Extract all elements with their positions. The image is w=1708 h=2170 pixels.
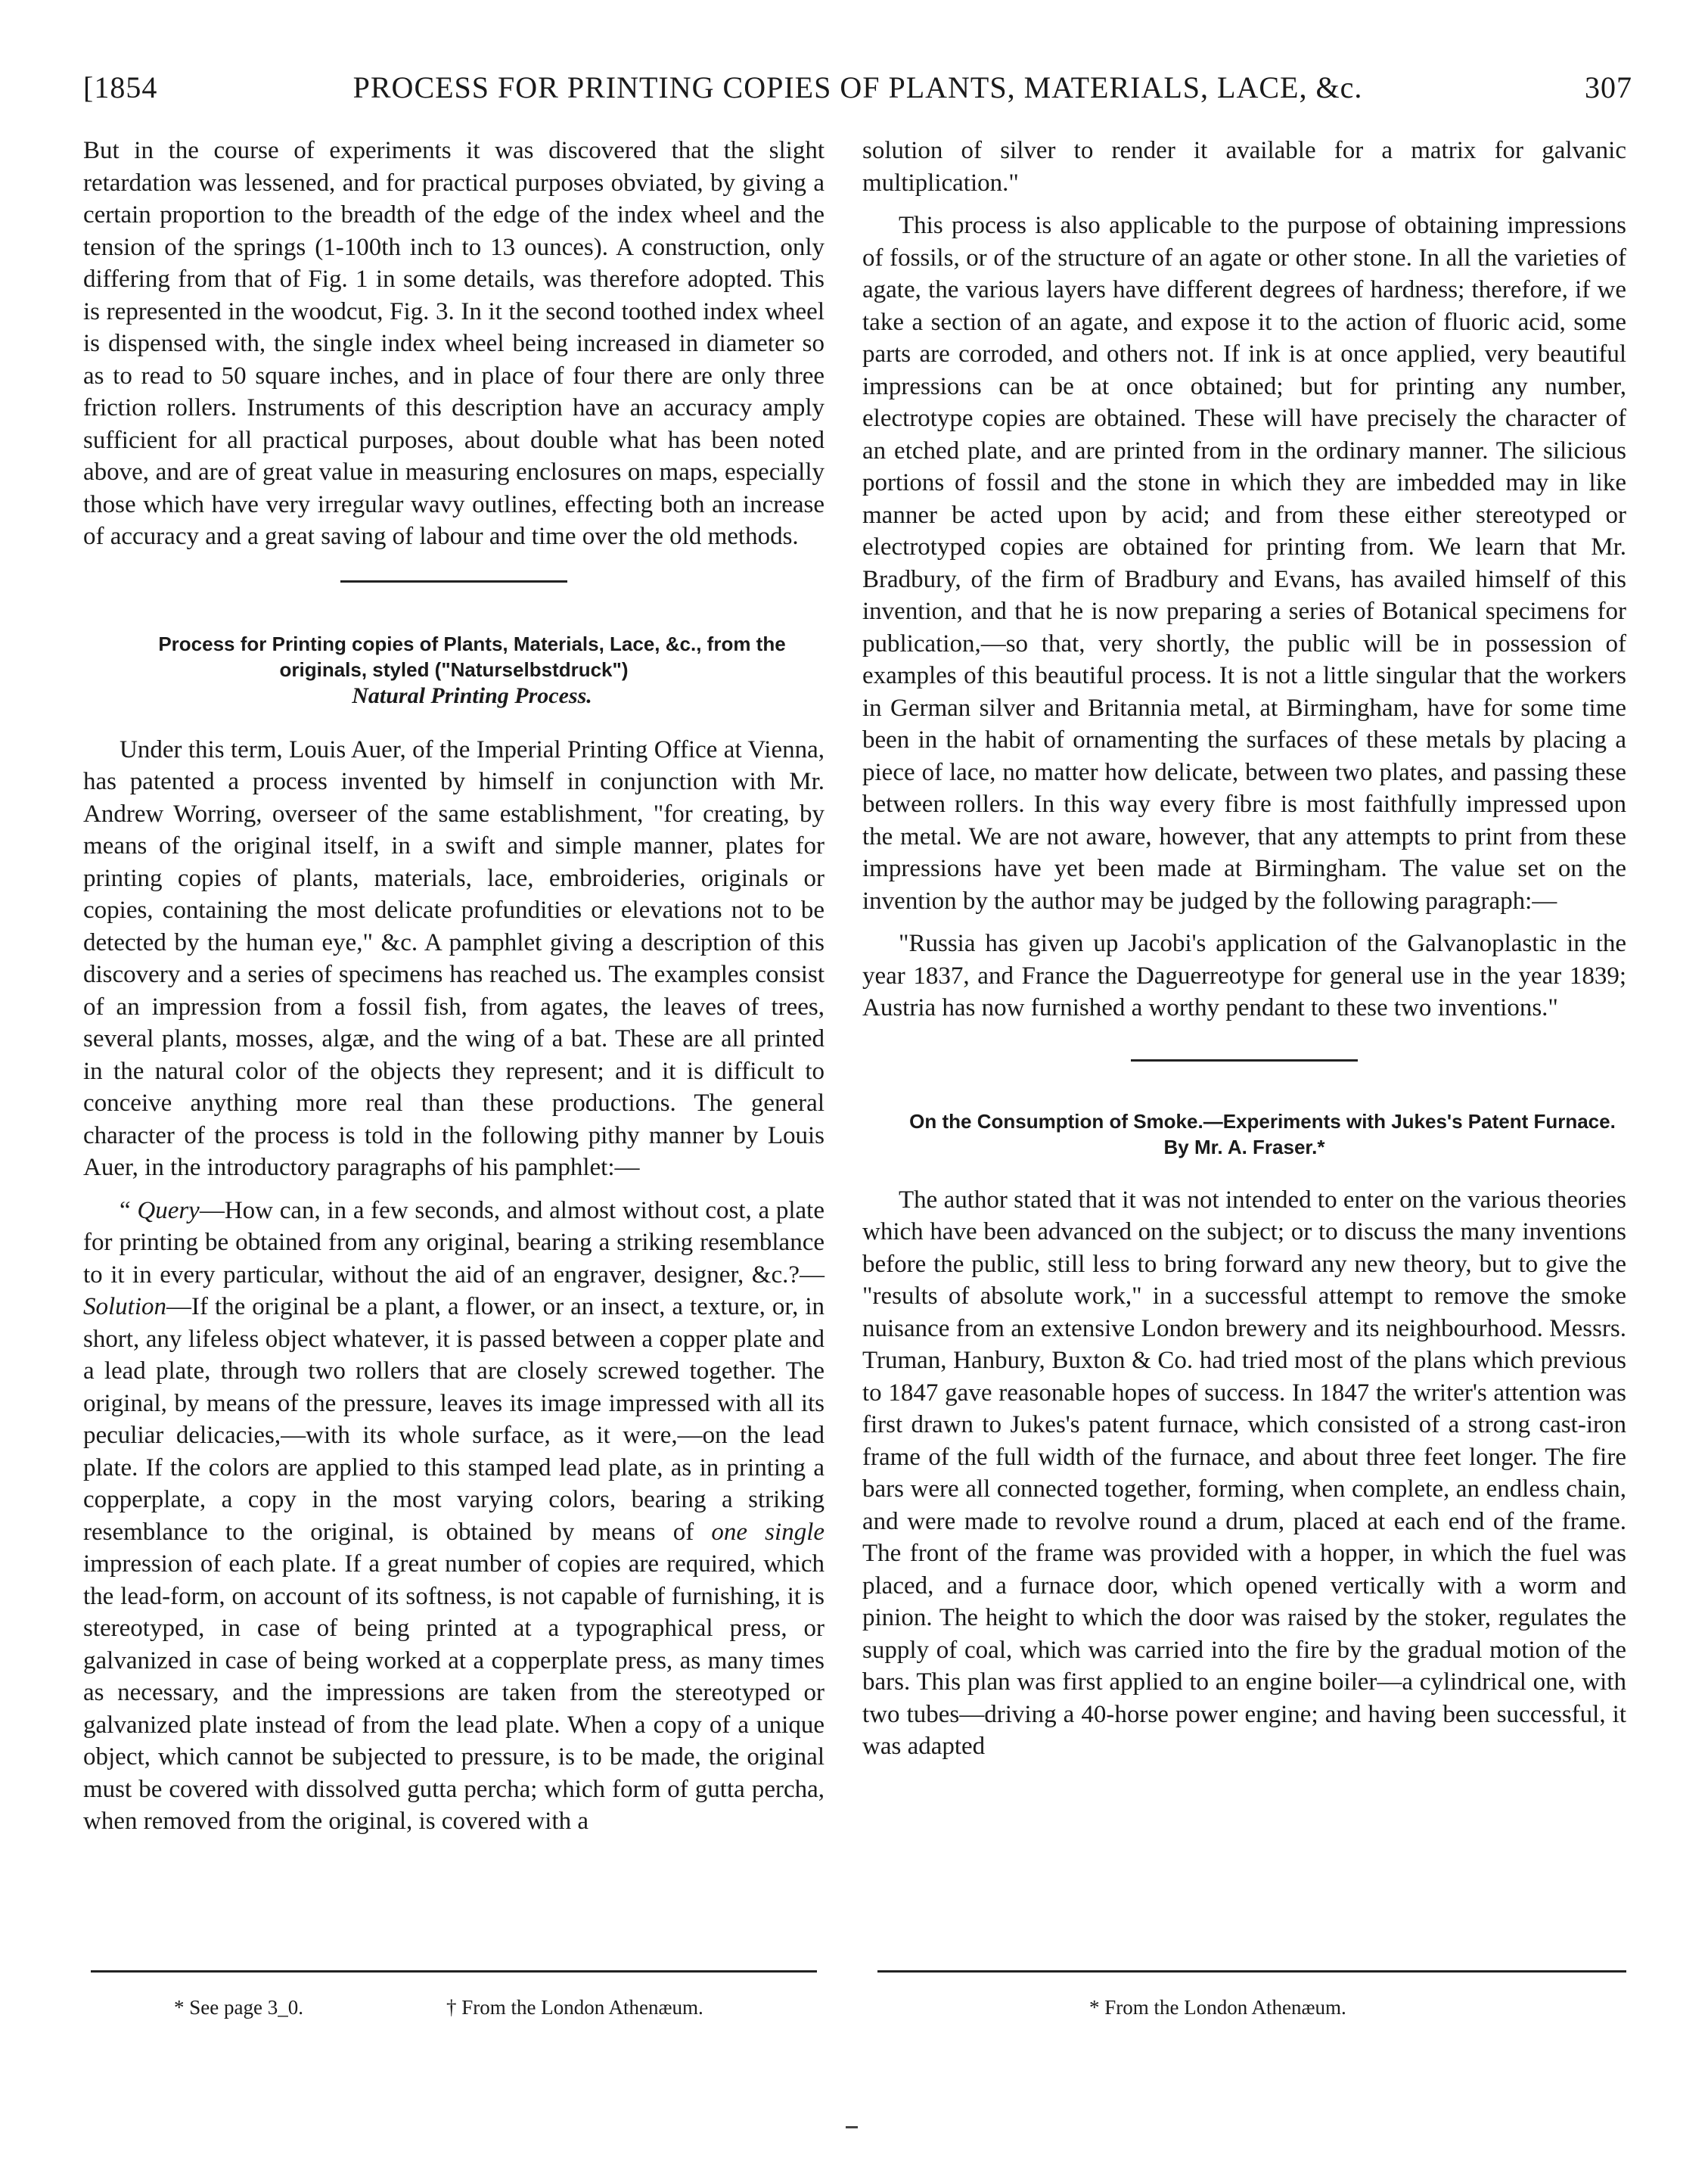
left-column: [83, 135, 824, 1838]
text-run: impression of each plate. If a great number of copies are required, which the lead-form, on account of its softness, is not capable of furnishing, it is stereotyped, in case of being printed at a typographical press, or galvanized in case of being worked at a copperplate press, as many times as necessary, and the impressions are taken from the stereotyped or galvanized plate instead of from the lead plate. When a copy of a unique object, which cannot be subjected to pressure, is to be made, the original must be covered with dissolved gutta percha; which form of gutta percha, when removed from the original, is covered with a: [83, 1550, 824, 1835]
page-mark: [846, 2126, 858, 2128]
article-title: Process for Printing copies of Plants, Materials, Lace, &c., from the originals, styled ("Naturselbstdruck"): [158, 632, 786, 681]
running-header: [83, 70, 1632, 115]
footnote-rule: [91, 1970, 817, 1973]
paragraph: This process is also applicable to the purpose of obtaining impressions of fossils, or of the structure of an agate or other stone. In all the varieties of agate, the various layers have different degrees of hardness; therefore, if we take a section of an agate, and expose it to the action of fluoric acid, some parts are corroded, and others not. If ink is at once applied, very beautiful impressions can be at once obtained; but for printing any number, electrotype copies are obtained. These will have precisely the character of an etched plate, and are printed from in the ordinary manner. The silicious portions of fossil and the stone in which they are imbedded may in like manner be acted upon by acid; and from these either stereotyped or electrotyped copies are obtained for printing from. We learn that Mr. Bradbury, of the firm of Bradbury and Evans, has availed himself of this invention, and that he is now preparing a series of Botanical specimens for publication,—so that, very shortly, the public will be in possession of examples of this beautiful process. It is not a little singular that the workers in German silver and Britannia metal, at Birmingham, have for some time been in the habit of ornamenting the surfaces of these metals by placing a piece of lace, no matter how delicate, between two plates, and passing these between rollers. In this way every fibre is most faithfully impressed upon the metal. We are not aware, however, that any attempts to print from these impressions have yet been made at Birmingham. The value set on the invention by the author may be judged by the following paragraph:—: [862, 212, 1626, 915]
footnote: † From the London Athenæum.: [446, 1996, 703, 2019]
query-label: Query: [137, 1196, 200, 1224]
footnote: * From the London Athenæum.: [1089, 1996, 1346, 2019]
paragraph: But in the course of experiments it was discovered that the slight retardation was lessened, and for practical purposes obviated, by giving a certain proportion to the breadth of the edge of the index wheel and the tension of the springs (1-100th inch to 13 ounces). A construction, only differing from that of Fig. 1 in some details, was therefore adopted. This is represented in the woodcut, Fig. 3. In it the second toothed index wheel is dispensed with, the single index wheel being increased in diameter so as to read to 50 square inches, and in place of four there are only three friction rollers. Instruments of this description have an accuracy amply sufficient for all practical purposes, about double what has been noted above, and are of great value in measuring enclosures on maps, especially those which have very irregular wavy outlines, effecting both an increase of accuracy and a great saving of labour and time over the old methods.: [83, 137, 824, 550]
page-number: 307: [1585, 70, 1632, 104]
text-run: —How can, in a few seconds, and almost without cost, a plate for printing be obtained from any original, bearing a striking resemblance to it in every particular, without the aid of an engraver, designer, &c.?—: [83, 1196, 824, 1289]
text-run: —If the original be a plant, a flower, or an insect, a texture, or, in short, any lifeless object whatever, it is passed between a copper plate and a lead plate, through two rollers that are closely screwed together. The original, by means of the pressure, leaves its image impressed with all its peculiar delicacies,—with its whole surface, as it were,—on the lead plate. If the colors are applied to this stamped lead plate, as in printing a copperplate, a copy in the most varying colors, bearing a striking resemblance to the original, is obtained by means of: [83, 1293, 824, 1546]
paragraph: Under this term, Louis Auer, of the Imperial Printing Office at Vienna, has patented a process invented by himself in conjunction with Mr. Andrew Worring, overseer of the same establishment, "for creating, by means of the original itself, in a swift and simple manner, plates for printing copies of plants, materials, lace, embroideries, originals or copies, containing the most delicate profundities or elevations not to be detected by the human eye," &c. A pamphlet giving a description of this discovery and a series of specimens has reached us. The examples consist of an impression from a fossil fish, from agates, the leaves of trees, several plants, mosses, algæ, and the wing of a bat. These are all printed in the natural color of the objects they represent; and it is difficult to conceive anything more real than these productions. The general character of the process is told in the following pithy manner by Louis Auer, in the introductory paragraphs of his pamphlet:—: [83, 735, 824, 1181]
right-column: [862, 135, 1626, 1763]
emphasis: one single: [711, 1518, 825, 1546]
article-title: On the Consumption of Smoke.—Experiments with Jukes's Patent Furnace. By Mr. A. Fraser.*: [909, 1109, 1616, 1158]
header-title: PROCESS FOR PRINTING COPIES OF PLANTS, MATERIALS, LACE, &c.: [352, 70, 1363, 104]
paragraph: The author stated that it was not intended to enter on the various theories which have been advanced on the subject; or to discuss the many inventions before the public, still less to bring forward any new theory, but to give the "results of absolute work," in a successful attempt to remove the smoke nuisance from an extensive London brewery and its neighbourhood. Messrs. Truman, Hanbury, Buxton & Co. had tried most of the plans which previous to 1847 gave reasonable hopes of success. In 1847 the writer's attention was first drawn to Jukes's patent furnace, which consisted of a strong cast-iron frame of the full width of the furnace, and about three feet longer. The fire bars were all connected together, forming, when complete, an endless chain, and were made to revolve round a drum, placed at each end of the frame. The front of the frame was provided with a hopper, in which the fuel was placed, and a furnace door, which opened vertically with a worm and pinion. The height to which the door was raised by the stoker, regulates the supply of coal, which was carried into the fire by the gradual motion of the bars. This plan was first applied to an engine boiler—a cylindrical one, with two tubes—driving a 40-horse power engine; and having been successful, it was adapted: [862, 1186, 1626, 1760]
footnote-rule: [877, 1970, 1626, 1973]
header-year: [1854: [83, 70, 158, 104]
paragraph: solution of silver to render it available for a matrix for galvanic multiplication.": [862, 137, 1626, 197]
solution-label: Solution: [83, 1293, 167, 1320]
article-subtitle: Natural Printing Process.: [352, 682, 592, 708]
quoted-paragraph: “ Query—How can, in a few seconds, and almost without cost, a plate for printing be obtained from any original, bearing a striking resemblance to it in every particular, without the aid of an engraver, designer, &c.?—Solution—If the original be a plant, a flower, or an insect, a texture, or, in short, any lifeless object whatever, it is passed between a copper plate and a lead plate, through two rollers that are closely screwed together. The original, by means of the pressure, leaves its image impressed with all its peculiar delicacies,—with its whole surface, as it were,—on the lead plate. If the colors are applied to this stamped lead plate, as in printing a copperplate, a copy in the most varying colors, bearing a striking resemblance to the original, is obtained by means of one single impression of each plate. If a great number of copies are required, which the lead-form, on account of its softness, is not capable of furnishing, it is stereotyped, in case of being printed at a typographical press, or galvanized in case of being worked at a copperplate press, as many times as necessary, and the impressions are taken from the stereotyped or galvanized plate instead of from the lead plate. When a copy of a unique object, which cannot be subjected to pressure, is to be made, the original must be covered with dissolved gutta percha; which form of gutta percha, when removed from the original, is covered with a: [83, 1196, 825, 1835]
quoted-paragraph: "Russia has given up Jacobi's application of the Galvanoplastic in the year 1837, and France the Daguerreotype for general use in the year 1839; Austria has now furnished a worthy pendant to these two inventions.": [862, 930, 1626, 1021]
footnote: * See page 3_0.: [174, 1996, 303, 2019]
